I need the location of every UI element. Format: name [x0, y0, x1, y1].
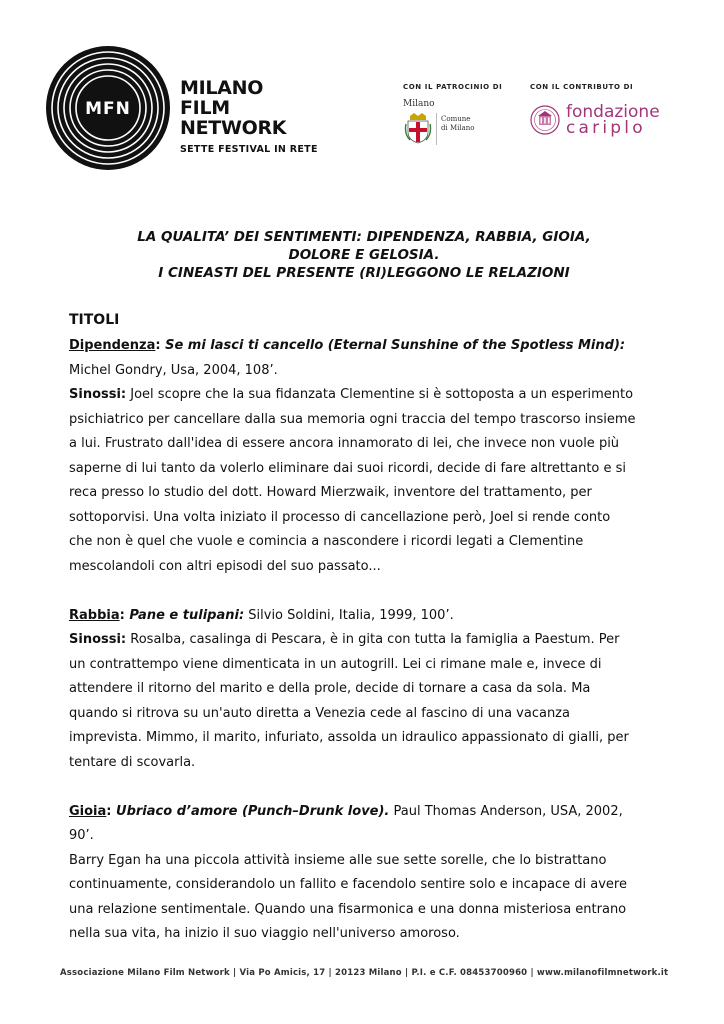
headline-line-3: I CINEASTI DEL PRESENTE (RI)LEGGONO LE RELAZIONI: [158, 265, 570, 281]
film-title: Pane e tulipani:: [129, 607, 245, 623]
comune-line-2: di Milano: [441, 124, 475, 132]
synopsis-line: saperne di lui tanto da volerlo eliminare dai suoi ricordi, decide di fare altrettanto e si: [69, 460, 627, 476]
brand-tagline: SETTE FESTIVAL IN RETE: [180, 144, 318, 155]
synopsis-line: continuamente, considerandolo un fallito e facendolo sentire solo e incapace di avere: [69, 877, 627, 892]
cariplo-word: cariplo: [566, 118, 646, 138]
film-entry-dipendenza: [69, 334, 659, 579]
synopsis-line: Rosalba, casalinga di Pescara, è in gita con tutta la famiglia a Paestum. Per: [126, 632, 620, 647]
comune-line-1: Comune: [441, 115, 471, 123]
mfn-logo-icon: [44, 44, 172, 172]
synopsis: [69, 383, 659, 579]
section-title: TITOLI: [69, 312, 120, 328]
comune-divider: [436, 113, 437, 145]
film-title: Ubriaco d’amore (Punch–Drunk love).: [116, 803, 390, 819]
film-details-continued: 90’.: [69, 828, 94, 843]
brand-line-film: FILM: [180, 97, 230, 119]
film-heading: Gioia: Ubriaco d’amore (Punch–Drunk love). Paul Thomas Anderson, USA, 2002,: [69, 803, 623, 819]
page-footer: [0, 965, 724, 977]
brand-line-milano: MILANO: [180, 77, 264, 99]
film-entry-gioia: [69, 800, 659, 947]
synopsis-line: reca presso lo studio del dott. Howard Mierzwaik, inventore del trattamento, per: [69, 485, 592, 500]
milano-crest-icon: [404, 112, 432, 144]
brand-line-network: NETWORK: [180, 117, 287, 139]
synopsis-label: Sinossi:: [69, 632, 127, 647]
synopsis-line: una relazione sentimentale. Quando una fisarmonica e una donna misteriosa entrano: [69, 901, 627, 917]
synopsis-line: mescolandoli con altri episodi del suo passato...: [69, 558, 381, 574]
category-label: Gioia: [69, 803, 107, 819]
fondazione-word: fondazione: [566, 102, 660, 122]
category-label: Rabbia: [69, 607, 120, 623]
synopsis-line: a lui. Frustrato dall'idea di essere ancora innamorato di lei, che invece non vuole più: [69, 436, 620, 451]
headline-line-2: DOLORE E GELOSIA.: [288, 247, 440, 263]
patronage-label: CON IL PATROCINIO DI: [403, 83, 503, 91]
film-heading: Dipendenza: Se mi lasci ti cancello (Eternal Sunshine of the Spotless Mind):: [69, 338, 626, 353]
synopsis-line: Joel scopre che la sua fidanzata Clementine si è sottoposta a un esperimento: [126, 387, 634, 402]
film-details: Paul Thomas Anderson, USA, 2002,: [389, 803, 623, 819]
synopsis-line: nella sua vita, ha inizio il suo viaggio nell'universo amoroso.: [69, 926, 460, 941]
synopsis: [69, 849, 659, 947]
cariplo-seal-icon: [530, 105, 560, 135]
synopsis-line: sottoporvisi. Una volta iniziato il processo di cancellazione però, Joel si rende conto: [69, 509, 611, 525]
brand-name: [180, 78, 318, 156]
film-details: Michel Gondry, Usa, 2004, 108’.: [69, 362, 278, 378]
synopsis-line: che non è quel che vuole e comincia a nascondere i ricordi legati a Clementine: [69, 534, 584, 549]
synopsis-line: tentare di scovarla.: [69, 754, 196, 770]
comune-di-milano-logo: [403, 99, 483, 147]
synopsis-line: Barry Egan ha una piccola attività insieme alle sue sette sorelle, che lo bistrattano: [69, 852, 607, 868]
headline: [69, 228, 659, 282]
synopsis-line: psichiatrico per cancellare dalla sua memoria ogni traccia del tempo trascorso insieme: [69, 411, 636, 427]
synopsis-line: attendere il ritorno del marito e della prole, decide di tornare a casa da sola. Ma: [69, 681, 591, 696]
synopsis-line: quando si ritrova su un'auto diretta a Venezia cede al fascino di una vacanza: [69, 705, 570, 721]
synopsis-label: Sinossi:: [69, 387, 127, 402]
document-body: [69, 228, 659, 947]
page-header: [0, 0, 724, 200]
svg-text:MFN: MFN: [85, 99, 131, 119]
comune-city: Milano: [403, 99, 435, 109]
synopsis-line: imprevista. Mimmo, il marito, infuriato, assolda un idraulico appassionato di gialli, per: [69, 730, 629, 745]
synopsis-line: un contrattempo viene dimenticata in un autogrill. Lei ci rimane male e, invece di: [69, 656, 602, 672]
footer-text: Associazione Milano Film Network | Via Po Amicis, 17 | 20123 Milano | P.I. e C.F. 08453700960 | www.milanofilmnetwork.it: [60, 968, 669, 977]
film-heading: Rabbia: Pane e tulipani: Silvio Soldini, Italia, 1999, 100’.: [69, 607, 454, 623]
category-label: Dipendenza: [69, 338, 156, 353]
headline-line-1: LA QUALITA’ DEI SENTIMENTI: DIPENDENZA, RABBIA, GIOIA,: [137, 229, 591, 245]
contribution-label: CON IL CONTRIBUTO DI: [530, 83, 634, 91]
film-title: Se mi lasci ti cancello (Eternal Sunshine of the Spotless Mind):: [165, 338, 626, 353]
comune-text: [441, 115, 475, 133]
film-entry-rabbia: [69, 604, 659, 776]
film-details: Silvio Soldini, Italia, 1999, 100’.: [244, 607, 454, 623]
synopsis: [69, 628, 659, 775]
